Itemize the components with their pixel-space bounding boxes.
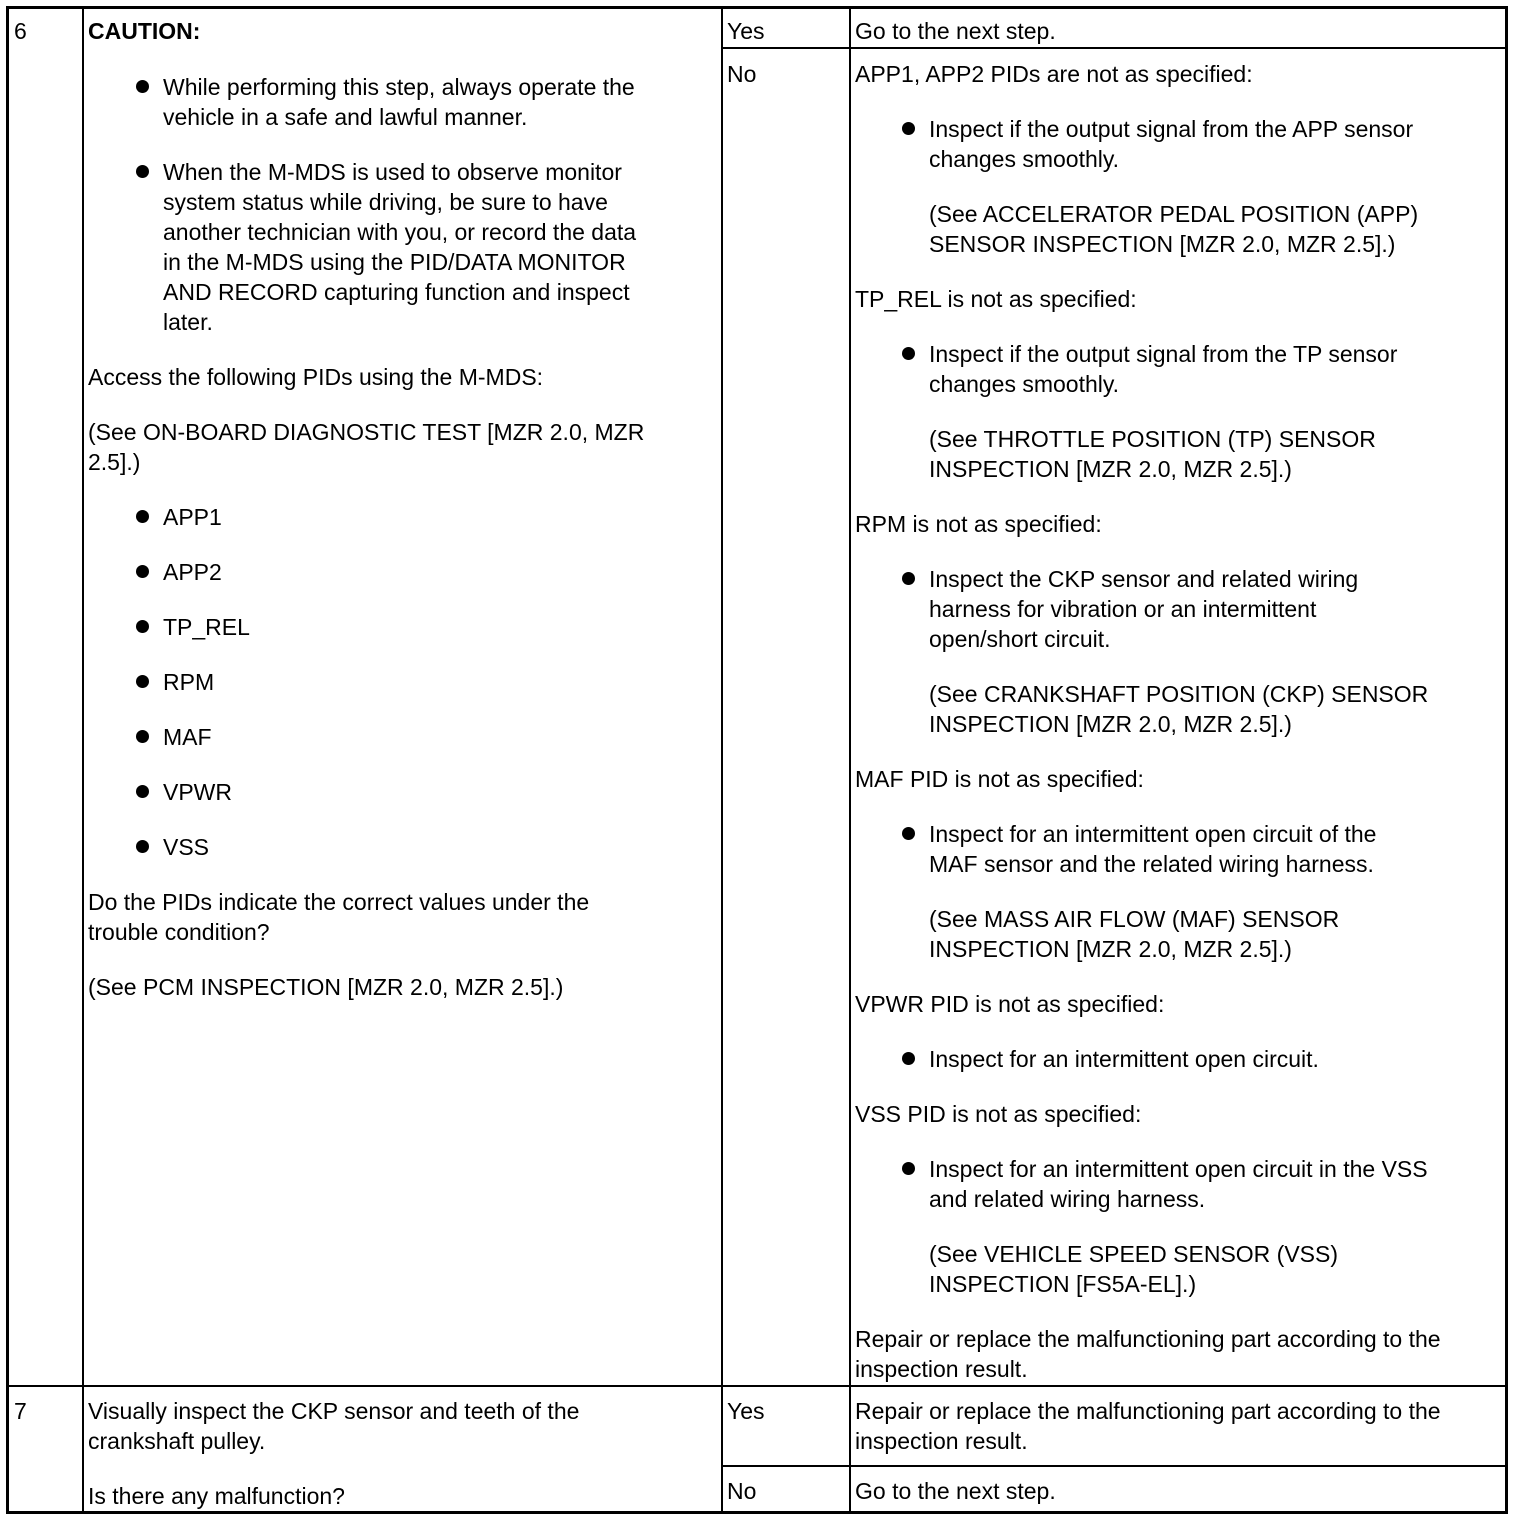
no-section-heading: VSS PID is not as specified:	[855, 1101, 1142, 1127]
no-final-action: inspection result.	[855, 1356, 1028, 1382]
no-section-bullet-line: Inspect for an intermittent open circuit.	[929, 1046, 1319, 1072]
pid-item: APP2	[163, 559, 222, 585]
no-section-see-line: (See MASS AIR FLOW (MAF) SENSOR	[929, 906, 1340, 932]
see-pcm-reference: (See PCM INSPECTION [MZR 2.0, MZR 2.5].)	[88, 974, 564, 1000]
no-section-see-line: INSPECTION [FS5A-EL].)	[929, 1271, 1197, 1297]
no-section-see-line: (See CRANKSHAFT POSITION (CKP) SENSOR	[929, 681, 1429, 707]
caution-bullet-line: While performing this step, always operate the	[163, 74, 635, 100]
question-line: Do the PIDs indicate the correct values under the	[88, 889, 590, 915]
row6-action-cell	[84, 9, 721, 1385]
bullet-dot	[136, 80, 149, 93]
step-number: 7	[14, 1398, 27, 1424]
no-section-see-line: (See THROTTLE POSITION (TP) SENSOR	[929, 426, 1376, 452]
bullet-dot	[136, 565, 149, 578]
no-section-bullet-line: harness for vibration or an intermittent	[929, 596, 1317, 622]
row7-no-label: No	[727, 1478, 757, 1504]
row7-yes-action: inspection result.	[855, 1428, 1028, 1454]
column-divider-action	[721, 9, 723, 1511]
no-section-see-line: (See ACCELERATOR PEDAL POSITION (APP)	[929, 201, 1419, 227]
pid-item: RPM	[163, 669, 215, 695]
no-final-action: Repair or replace the malfunctioning part according to the	[855, 1326, 1441, 1352]
bullet-dot	[902, 1162, 915, 1175]
row7-yes-label: Yes	[727, 1398, 765, 1424]
row6-yes-action: Go to the next step.	[855, 18, 1056, 44]
no-section-bullet-line: Inspect if the output signal from the APP sensor	[929, 116, 1414, 142]
row6-yes-no-divider	[721, 47, 1505, 49]
caution-bullet-line: When the M-MDS is used to observe monitor	[163, 159, 622, 185]
row6-no-label: No	[727, 61, 757, 87]
no-section-bullet-line: changes smoothly.	[929, 146, 1120, 172]
step-number: 6	[14, 18, 27, 44]
no-section-bullet-line: Inspect the CKP sensor and related wiring	[929, 566, 1359, 592]
no-section-see-line: (See VEHICLE SPEED SENSOR (VSS)	[929, 1241, 1339, 1267]
no-section-heading: MAF PID is not as specified:	[855, 766, 1144, 792]
caution-bullet-line: later.	[163, 309, 213, 335]
no-section-see-line: INSPECTION [MZR 2.0, MZR 2.5].)	[929, 936, 1292, 962]
no-section-heading: VPWR PID is not as specified:	[855, 991, 1165, 1017]
see-obd-reference: 2.5].)	[88, 449, 141, 475]
bullet-dot	[136, 620, 149, 633]
row7-yes-action: Repair or replace the malfunctioning part according to the	[855, 1398, 1441, 1424]
no-section-bullet-line: Inspect for an intermittent open circuit in the VSS	[929, 1156, 1428, 1182]
no-section-bullet-line: MAF sensor and the related wiring harness.	[929, 851, 1374, 877]
pid-item: MAF	[163, 724, 212, 750]
no-section-see-line: INSPECTION [MZR 2.0, MZR 2.5].)	[929, 456, 1292, 482]
no-section-heading: TP_REL is not as specified:	[855, 286, 1137, 312]
no-section-heading: RPM is not as specified:	[855, 511, 1102, 537]
bullet-dot	[902, 122, 915, 135]
pid-item: VSS	[163, 834, 210, 860]
bullet-dot	[136, 730, 149, 743]
see-obd-reference: (See ON-BOARD DIAGNOSTIC TEST [MZR 2.0, MZR	[88, 419, 645, 445]
column-divider-result	[849, 9, 851, 1511]
no-section-bullet-line: Inspect for an intermittent open circuit of the	[929, 821, 1377, 847]
caution-label: CAUTION:	[88, 18, 201, 44]
no-section-bullet-line: open/short circuit.	[929, 626, 1111, 652]
troubleshooting-table	[6, 6, 1508, 1514]
bullet-dot	[902, 1052, 915, 1065]
row7-question: Is there any malfunction?	[88, 1483, 345, 1509]
inspection-line: Visually inspect the CKP sensor and teeth of the	[88, 1398, 580, 1424]
bullet-dot	[136, 165, 149, 178]
row-divider-6-7	[9, 1385, 1505, 1387]
caution-bullet-line: in the M-MDS using the PID/DATA MONITOR	[163, 249, 626, 275]
row7-no-action: Go to the next step.	[855, 1478, 1056, 1504]
caution-bullet-line: AND RECORD capturing function and inspect	[163, 279, 630, 305]
row7-yes-no-divider	[721, 1465, 1505, 1467]
caution-bullet-line: system status while driving, be sure to have	[163, 189, 608, 215]
inspection-line: crankshaft pulley.	[88, 1428, 266, 1454]
bullet-dot	[136, 510, 149, 523]
no-section-bullet-line: and related wiring harness.	[929, 1186, 1206, 1212]
no-section-see-line: SENSOR INSPECTION [MZR 2.0, MZR 2.5].)	[929, 231, 1396, 257]
bullet-dot	[902, 347, 915, 360]
no-section-bullet-line: changes smoothly.	[929, 371, 1120, 397]
no-section-see-line: INSPECTION [MZR 2.0, MZR 2.5].)	[929, 711, 1292, 737]
bullet-dot	[136, 840, 149, 853]
question-line: trouble condition?	[88, 919, 270, 945]
bullet-dot	[902, 827, 915, 840]
caution-bullet-line: another technician with you, or record the data	[163, 219, 637, 245]
row6-step-cell	[9, 9, 82, 1385]
caution-bullet-line: vehicle in a safe and lawful manner.	[163, 104, 528, 130]
pid-item: TP_REL	[163, 614, 250, 640]
bullet-dot	[136, 675, 149, 688]
pid-item: APP1	[163, 504, 222, 530]
access-instruction: Access the following PIDs using the M-MDS:	[88, 364, 544, 390]
bullet-dot	[902, 572, 915, 585]
bullet-dot	[136, 785, 149, 798]
row6-yes-label: Yes	[727, 18, 765, 44]
no-section-bullet-line: Inspect if the output signal from the TP sensor	[929, 341, 1398, 367]
no-section-heading: APP1, APP2 PIDs are not as specified:	[855, 61, 1253, 87]
pid-item: VPWR	[163, 779, 232, 805]
